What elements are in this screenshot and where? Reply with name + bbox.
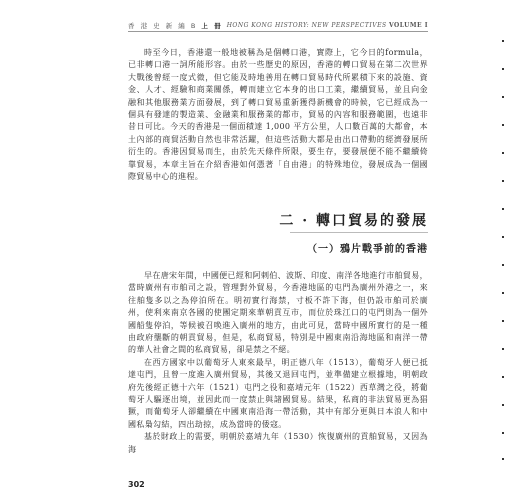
header-volume-en: VOLUME I — [388, 21, 428, 29]
section-heading: 二 · 轉口貿易的發展 — [279, 213, 428, 229]
header-book-title-cn — [128, 21, 223, 30]
intro-paragraph: 時至今日，香港還一般地被稱為是個轉口港，實際上，它今日的formula，已非轉口港一詞所能形容。由於一些歷史的原因，香港的轉口貿易在第二次世界大戰後曾經一度式微，但它能及時地善用在轉口貿易時代所累積下來的設施、資金、人才、經驗和商業關係，轉而建立它本身的出口工業，繼續貿易，並且向金融和其他服務業方面發展，到了轉口貿易重新獲得新機會的時候，它已經成為一個具有發達的製造業、金融業和服務業的都市，貿易的內容和服務範圍，也遠非昔日可比。今天的香港是一個面積達 1,000 平方公里，人口數百萬的大都會，本土內部的商貿活動自然也非常活躍，但這些活動大都是由出口帶動的經濟發展所衍生的。香港因貿易而生，由於先天條件所限，要生存，要發展便不能不繼續倚靠貿易，本章主旨在介紹香港如何憑著「自由港」的特殊地位，發展成為一個國際貿易中心的進程。 — [128, 48, 428, 182]
sub-heading: （一）鴉片戰爭前的香港 — [307, 244, 428, 255]
body-paragraph: 基於財政上的需要，明朝於嘉靖九年（1530）恢復廣州的貢舶貿易，又因為海 — [128, 432, 428, 454]
section-heading-rule — [290, 232, 428, 233]
header-book-title-text: 香 港 史 新 編 B — [128, 21, 198, 30]
header-book-title-en — [227, 22, 428, 29]
body-paragraph: 在西方國家中以葡萄牙人東來最早，明正德八年（1513），葡萄牙人便已抵達屯門，且曾一度進入廣州貿易，其後又退回屯門，並準備建立根據地，明朝政府先後經正德十六年（1521）屯門之役和嘉靖元年（1522）西草灣之役，將葡萄牙人驅逐出境，並因此而一度禁止與諸國貿易。結果，私商的非法貿易更為猖獗，而葡萄牙人卻繼續在中國東南沿海一帶活動，其中有部分更與日本浪人和中國私梟勾結，四出劫掠，成為當時的倭寇。 — [128, 357, 428, 429]
margin-crop-marks — [502, 40, 508, 460]
header-volume-cn: 上 冊 — [201, 21, 223, 30]
page-number: 302 — [128, 480, 145, 489]
running-header — [128, 18, 428, 32]
header-book-title-en-text: HONG KONG HISTORY: NEW PERSPECTIVES — [226, 21, 387, 29]
header-rule — [128, 31, 428, 32]
body-paragraph: 早在唐宋年間，中國便已經和阿剌伯、波斯、印度、南洋各地進行市舶貿易，當時廣州有市舶司之設，管理對外貿易，今香港地區的屯門為廣州外港之一，來往舶隻多以之為停泊所在。明初實行海禁，寸板不許下海，但仍設市舶司於廣州，使利來南京各國的使團定期來華朝貢互市，而位於珠江口的屯門則為一個外國船隻停泊，等候被召唤進入廣州的地方，由此可見，當時中國所實行的是一種由政府壟斷的朝貢貿易，但是，私商貿易，特別是中國東南沿海地區和南洋一帶的華人社會之間的私商貿易，卻是禁之不絕。 — [128, 271, 428, 355]
body-text-block — [128, 270, 428, 456]
intro-text-block — [128, 47, 428, 183]
